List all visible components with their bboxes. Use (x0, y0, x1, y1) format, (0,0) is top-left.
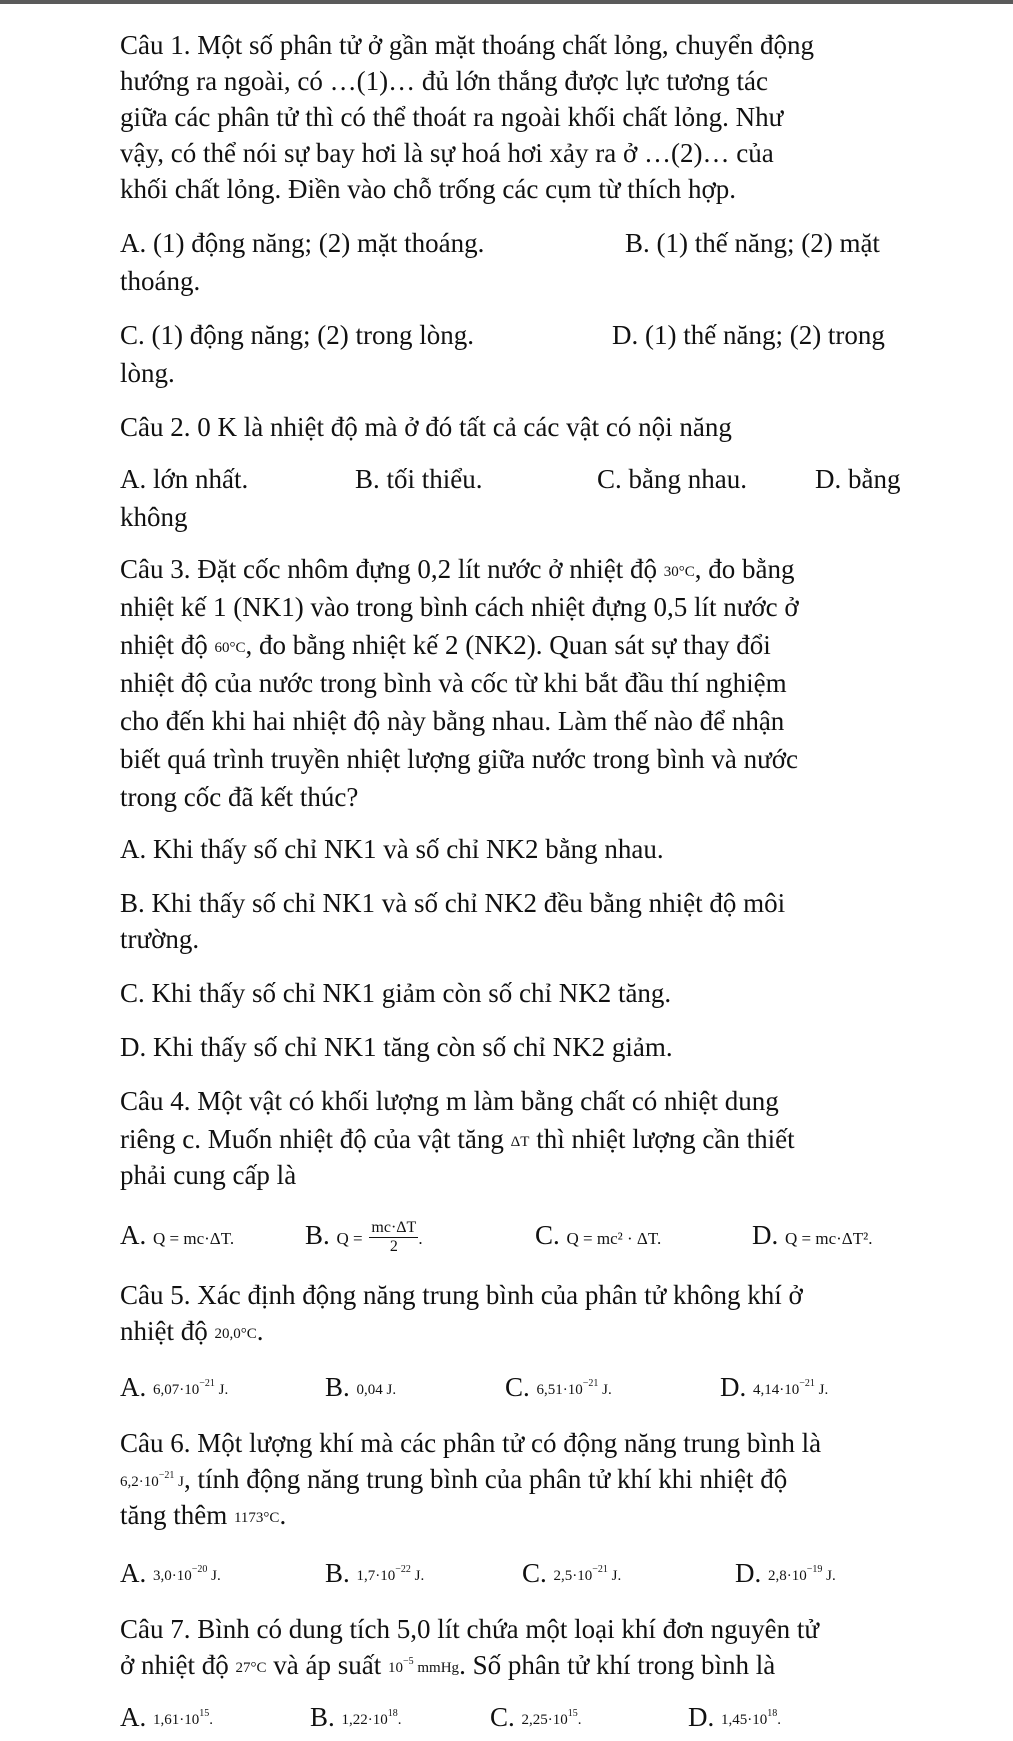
q4-formula-a: Q = mc·ΔT. (153, 1229, 235, 1248)
q4-stem-line-2: riêng c. Muốn nhiệt độ của vật tăng ΔT thì nhiệt lượng cần thiết (120, 1124, 795, 1154)
q1-option-d[interactable]: D. (1) thế năng; (2) trong (612, 320, 885, 350)
q3-stem-line-2: nhiệt kế 1 (NK1) vào trong bình cách nhiệt đựng 0,5 lít nước ở (120, 592, 799, 622)
q4-formula-b-fraction: $\frac{mc\cdot\Delta T}{2}$ (371, 1219, 417, 1256)
q2-option-a[interactable]: A. lớn nhất. (120, 464, 249, 494)
q2-option-d[interactable]: D. bằng (815, 464, 901, 494)
q1-option-b[interactable]: B. (1) thế năng; (2) mặt (625, 228, 880, 258)
q3-stem-line-7: trong cốc đã kết thúc? (120, 782, 359, 812)
q3-stem-line-3: nhiệt độ 60°C, đo bằng nhiệt kế 2 (NK2). Quan sát sự thay đổi (120, 630, 771, 660)
q6-option-c[interactable]: C. $2,5\cdot 10^{-21}$ J. (522, 1558, 622, 1588)
q4-option-a[interactable]: A. Q = mc·ΔT. (120, 1220, 235, 1250)
q4-formula-c: Q = mc² · ΔT. (566, 1229, 662, 1248)
q5-option-a[interactable]: A. $6,07\cdot 10^{-21}$ J. (120, 1372, 229, 1402)
q4-option-d[interactable]: D. Q = mc·ΔT². (752, 1220, 873, 1250)
q3-stem-line-5: cho đến khi hai nhiệt độ này bằng nhau. Làm thế nào để nhận (120, 706, 785, 736)
q1-option-a[interactable]: A. (1) động năng; (2) mặt thoáng. (120, 228, 485, 258)
q6-option-d[interactable]: D. $2,8\cdot 10^{-19}$ J. (735, 1558, 836, 1588)
q1-stem-line-5: khối chất lỏng. Điền vào chỗ trống các cụm từ thích hợp. (120, 174, 737, 204)
q6-stem-line-2: $6,2\cdot 10^{-21}$ J, tính động năng trung bình của phân tử khí khi nhiệt độ (120, 1464, 788, 1494)
q1-option-c[interactable]: C. (1) động năng; (2) trong lòng. (120, 320, 474, 350)
q4-delta-t: ΔT (510, 1134, 530, 1150)
q7-option-b[interactable]: B. $1,22\cdot 10^{18}$. (310, 1702, 402, 1732)
q7-option-a[interactable]: A. $1,61\cdot 10^{15}$. (120, 1702, 213, 1732)
q3-stem-line-6: biết quá trình truyền nhiệt lượng giữa nước trong bình và nước (120, 744, 798, 774)
q6-temp: 1173°C (233, 1510, 280, 1526)
q4-formula-d: Q = mc·ΔT². (785, 1229, 873, 1248)
q3-option-b-cont: trường. (120, 924, 200, 954)
q6-option-a[interactable]: A. $3,0\cdot 10^{-20}$ J. (120, 1558, 221, 1588)
q1-option-b-cont: thoáng. (120, 266, 201, 296)
q6-stem-line-3: tăng thêm 1173°C. (120, 1500, 287, 1530)
q1-stem-line-4: vậy, có thể nói sự bay hơi là sự hoá hơi xảy ra ở …(2)… của (120, 138, 774, 168)
q3-stem-line-4: nhiệt độ của nước trong bình và cốc từ khi bắt đầu thí nghiệm (120, 668, 787, 698)
q3-option-b[interactable]: B. Khi thấy số chỉ NK1 và số chỉ NK2 đều bằng nhiệt độ môi (120, 888, 786, 918)
q4-option-b[interactable]: B. Q = $\frac{mc\cdot\Delta T}{2}$ . (305, 1219, 423, 1256)
q1-stem-line-3: giữa các phân tử thì có thể thoát ra ngoài khối chất lỏng. Như (120, 102, 784, 132)
q6-option-b[interactable]: B. $1,7\cdot 10^{-22}$ J. (325, 1558, 425, 1588)
q5-stem-line-2: nhiệt độ 20,0°C. (120, 1316, 264, 1346)
q4-stem-line-1: Câu 4. Một vật có khối lượng m làm bằng chất có nhiệt dung (120, 1086, 779, 1116)
q3-temp-2: 60°C (214, 640, 246, 656)
q3-temp-1: 30°C (663, 564, 695, 580)
q1-stem-line-2: hướng ra ngoài, có …(1)… đủ lớn thắng được lực tương tác (120, 66, 768, 96)
q3-option-a[interactable]: A. Khi thấy số chỉ NK1 và số chỉ NK2 bằng nhau. (120, 834, 664, 864)
q4-stem-line-3: phải cung cấp là (120, 1160, 297, 1190)
q6-stem-line-1: Câu 6. Một lượng khí mà các phân tử có động năng trung bình là (120, 1428, 822, 1458)
q7-option-c[interactable]: C. $2,25\cdot 10^{15}$. (490, 1702, 582, 1732)
q5-temp: 20,0°C (214, 1326, 257, 1342)
q5-option-b[interactable]: B. 0,04 J. (325, 1372, 397, 1402)
q5-option-d[interactable]: D. $4,14\cdot 10^{-21}$ J. (720, 1372, 829, 1402)
q3-option-d[interactable]: D. Khi thấy số chỉ NK1 tăng còn số chỉ NK2 giảm. (120, 1032, 673, 1062)
q1-option-d-cont: lòng. (120, 358, 175, 388)
q7-stem-line-2: ở nhiệt độ 27°C và áp suất $10^{-5}$ mmHg. Số phân tử khí trong bình là (120, 1650, 776, 1680)
q7-stem-line-1: Câu 7. Bình có dung tích 5,0 lít chứa một loại khí đơn nguyên tử (120, 1614, 819, 1644)
q2-stem: Câu 2. 0 K là nhiệt độ mà ở đó tất cả các vật có nội năng (120, 412, 732, 442)
q2-option-c[interactable]: C. bằng nhau. (597, 464, 747, 494)
q4-option-c[interactable]: C. Q = mc² · ΔT. (535, 1220, 662, 1250)
q1-stem-line-1: Câu 1. Một số phân tử ở gần mặt thoáng chất lỏng, chuyển động (120, 30, 815, 60)
q7-option-d[interactable]: D. $1,45\cdot 10^{18}$. (688, 1702, 781, 1732)
q3-option-c[interactable]: C. Khi thấy số chỉ NK1 giảm còn số chỉ NK2 tăng. (120, 978, 672, 1008)
q5-option-c[interactable]: C. $6,51\cdot 10^{-21}$ J. (505, 1372, 612, 1402)
q2-option-b[interactable]: B. tối thiểu. (355, 464, 483, 494)
q7-pressure: $10^{-5}$ mmHg (388, 1656, 460, 1676)
q7-temp: 27°C (235, 1660, 267, 1676)
q3-stem-line-1: Câu 3. Đặt cốc nhôm đựng 0,2 lít nước ở nhiệt độ 30°C, đo bằng (120, 554, 795, 584)
q5-stem-line-1: Câu 5. Xác định động năng trung bình của phân tử không khí ở (120, 1280, 803, 1310)
q2-option-d-cont: không (120, 502, 188, 532)
